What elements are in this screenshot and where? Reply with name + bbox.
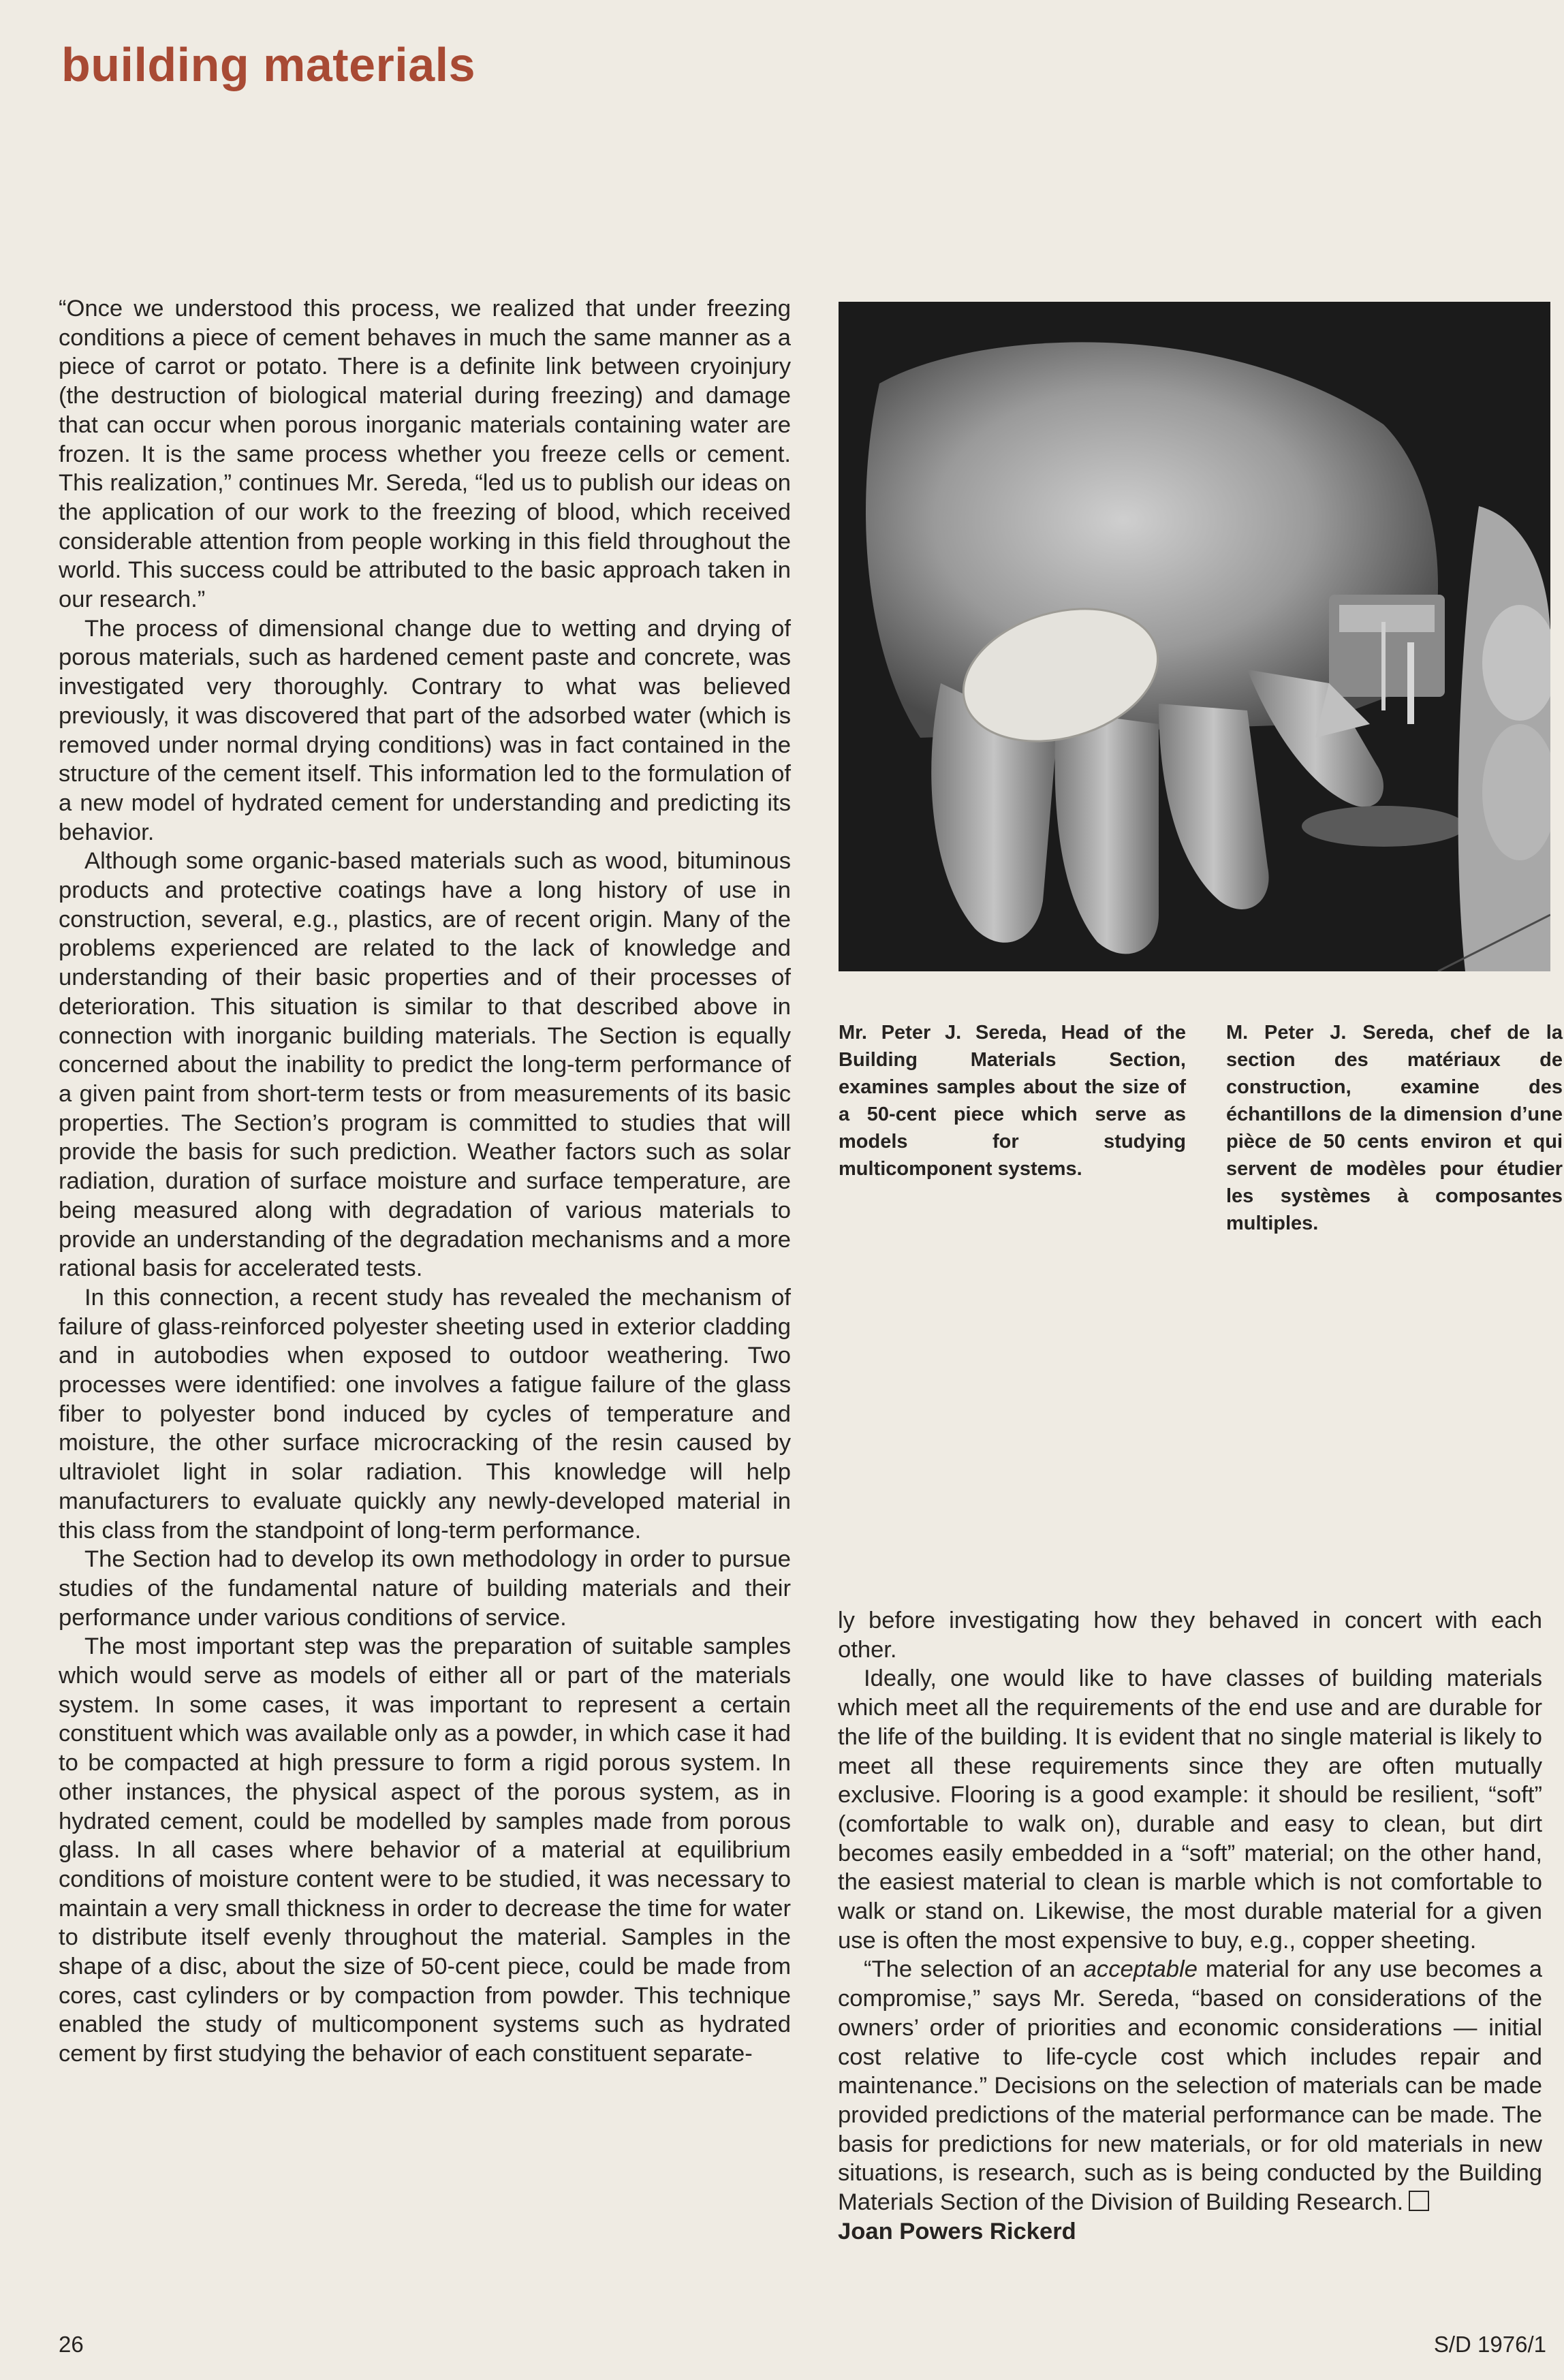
photo-illustration — [839, 302, 1550, 971]
paragraph: Ideally, one would like to have classes of building materials which meet all the requirements of the end use and are durable for the life of the building. It is evident that no single material is likely to meet all these requirements since they are often mutually exclusive. Flooring is a good example: it should be resilient, “soft” (comfortable to walk on), durable and easy to clean, but dirt becomes easily embedded in a “soft” material; on the other hand, the easiest material to clean is marble which is not comfortable to walk or stand on. Likewise, the most durable material for a given use is often the most expensive to buy, e.g., copper sheeting. — [838, 1665, 1542, 1954]
issue-label: S/D 1976/1 — [1433, 2332, 1546, 2357]
quote-paragraph — [838, 1955, 1542, 2217]
paragraph: The Section had to develop its own methodology in order to pursue studies of the fundamental nature of building materials and their performance under various conditions of service. — [59, 1546, 791, 1631]
paragraph: “Once we understood this process, we realized that under freezing conditions a piece of cement behaves in much the same manner as a piece of carrot or potato. There is a definite link between cryoinjury (the destruction of biological material during freezing) and damage that can occur when porous inorganic materials containing water are frozen. It is the same process whether you freeze cells or cement. This realization,” continues Mr. Sereda, “led us to publish our ideas on the application of our work to the freezing of blood, which received considerable attention from people working in this field throughout the world. This success could be attributed to the basic approach taken in our research.” — [59, 296, 791, 613]
author-byline: Joan Powers Rickerd — [838, 2218, 1076, 2244]
quote-start: “The selection of an — [864, 1956, 1084, 1983]
photo-caption-english: Mr. Peter J. Sereda, Head of the Building Materials Section, examines samples about the size of a 50-cent piece which serve as models for studying multicomponent systems. — [839, 1022, 1186, 1180]
paragraph: The process of dimensional change due to wetting and drying of porous materials, such as hardened cement paste and concrete, was investigated very thoroughly. Contrary to what was believed previously, it was discovered that part of the adsorbed water (which is removed under normal drying conditions) was in fact contained in the structure of the cement itself. This information led to the formulation of a new model of hydrated cement for understanding and predicting its behavior. — [59, 615, 791, 845]
left-column-body — [59, 294, 791, 2069]
page-number: 26 — [59, 2332, 84, 2357]
quote-rest: material for any use becomes a compromise,” says Mr. Sereda, “based on considerations of the owners’ order of priorities and economic considerations — initial cost relative to life-cycle cost which includes repair and maintenance.” Decisions on the selection of materials can be made provided predictions of the material performance can be made. The basis for predictions for new materials, or for old materials in new situations, is research, such as is being conducted by the Building Materials Section of the Division of Building Research. — [838, 1956, 1543, 2216]
paragraph: ly before investigating how they behaved in concert with each other. — [838, 1608, 1542, 1663]
section-title: building materials — [61, 38, 475, 91]
paragraph: The most important step was the preparation of suitable samples which would serve as models of either all or part of the materials system. In some cases, it was important to represent a certain constituent which was available only as a powder, in which case it had to be compacted at high pressure to form a rigid porous system. In other instances, the physical aspect of the porous system, as in hydrated cement, could be modelled by samples made from porous glass. In all cases where behavior of a material at equilibrium conditions of moisture content were to be studied, it was necessary to maintain a very small thickness in order to decrease the time for water to distribute itself evenly throughout the material. Samples in the shape of a disc, about the size of 50-cent piece, could be made from cores, cast cylinders or by compaction from powder. This technique enabled the study of multicomponent systems such as hydrated cement by first studying the behavior of each constituent separate- — [59, 1633, 791, 2067]
right-column-body — [838, 1606, 1542, 2246]
end-of-article-box-icon — [1409, 2191, 1429, 2211]
photo-sereda-holding-sample — [839, 302, 1550, 971]
quote-emphasis: acceptable — [1083, 1956, 1198, 1983]
paragraph: In this connection, a recent study has revealed the mechanism of failure of glass-reinforced polyester sheeting used in exterior cladding and in autobodies when exposed to outdoor weathering. Two processes were identified: one involves a fatigue failure of the glass fiber to polyester bond induced by cycles of temperature and moisture, the other surface microcracking of the resin caused by ultraviolet light in solar radiation. This knowledge will help manufacturers to evaluate quickly any newly-developed material in this class from the standpoint of long-term performance. — [59, 1284, 791, 1544]
paragraph: Although some organic-based materials such as wood, bituminous products and protective coatings have a long history of use in construction, several, e.g., plastics, are of recent origin. Many of the problems experienced are related to the lack of knowledge and understanding of their basic properties and of their processes of deterioration. This situation is similar to that described above in connection with inorganic building materials. The Section is equally concerned about the inability to predict the long-term performance of a given paint from short-term tests or from measurements of its basic properties. The Section’s program is committed to studies that will provide the basis for such prediction. Weather factors such as solar radiation, duration of surface moisture and surface temperature, are being measured along with degradation of various materials to provide an understanding of the degradation mechanisms and a more rational basis for accelerated tests. — [59, 848, 791, 1282]
photo-caption-french: M. Peter J. Sereda, chef de la section des matériaux de construction, examine des échantillons de la dimension d’une pièce de 50 cents environ et qui servent de modèles pour étudier les systèmes à composantes multiples. — [1226, 1022, 1563, 1234]
